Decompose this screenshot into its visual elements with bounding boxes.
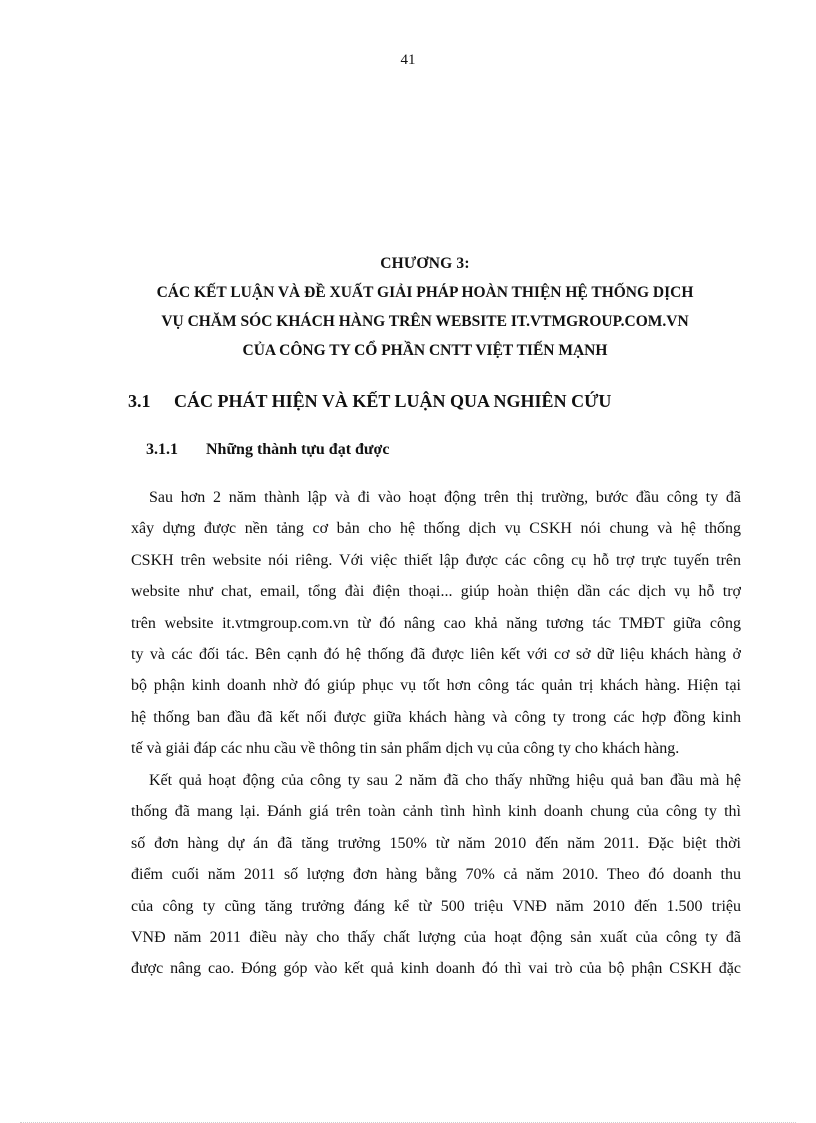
paragraph-1 [131, 482, 741, 765]
section-heading [128, 391, 611, 412]
paragraph-line: CSKH trên website nói riêng. Với việc thiết lập được các công cụ hỗ trợ trực tuyến trên [131, 551, 741, 569]
chapter-title-line: CÁC KẾT LUẬN VÀ ĐỀ XUẤT GIẢI PHÁP HOÀN THIỆN HỆ THỐNG DỊCH [156, 284, 694, 301]
paragraph-2 [131, 765, 741, 985]
chapter-label: CHƯƠNG 3: [380, 255, 470, 272]
chapter-heading [100, 250, 750, 365]
paragraph-line: tế và giải đáp các nhu cầu về thông tin sản phẩm dịch vụ của công ty cho khách hàng. [131, 740, 680, 758]
paragraph-line: điểm cuối năm 2011 số lượng đơn hàng bằng 70% cả năm 2010. Theo đó doanh thu [131, 866, 741, 884]
paragraph-line: số đơn hàng dự án đã tăng trưởng 150% từ năm 2010 đến năm 2011. Đặc biệt thời [131, 834, 741, 852]
paragraph-line: được nâng cao. Đóng góp vào kết quả kinh doanh đó thì vai trò của bộ phận CSKH đặc [131, 960, 741, 978]
paragraph-line: Sau hơn 2 năm thành lập và đi vào hoạt động trên thị trường, bước đầu công ty đã [149, 489, 741, 506]
paragraph-line: của công ty cũng tăng trưởng đáng kể từ 500 triệu VNĐ năm 2010 đến 1.500 triệu [131, 897, 741, 915]
paragraph-line: Kết quả hoạt động của công ty sau 2 năm đã cho thấy những hiệu quả ban đầu mà hệ [149, 772, 741, 789]
paragraph-line: xây dựng được nền tảng cơ bản cho hệ thống dịch vụ CSKH nói chung và hệ thống [131, 520, 741, 538]
subsection-heading [146, 441, 390, 459]
subsection-number: 3.1.1 [146, 441, 178, 458]
paragraph-line: bộ phận kinh doanh nhờ đó giúp phục vụ tốt hơn công tác quản trị khách hàng. Hiện tại [131, 677, 741, 695]
paragraph-line: ty và các đối tác. Bên cạnh đó hệ thống đã được liên kết với cơ sở dữ liệu khách hàng ở [131, 645, 741, 663]
subsection-title: Những thành tựu đạt được [206, 441, 390, 458]
paragraph-line: hệ thống ban đầu đã kết nối được giữa khách hàng và công ty trong các hợp đồng kinh [131, 708, 741, 726]
paragraph-line: VNĐ năm 2011 điều này cho thấy chất lượng của hoạt động sản xuất của công ty đã [131, 928, 741, 946]
section-title: CÁC PHÁT HIỆN VÀ KẾT LUẬN QUA NGHIÊN CỨU [174, 391, 612, 411]
chapter-title-line: VỤ CHĂM SÓC KHÁCH HÀNG TRÊN WEBSITE IT.VTMGROUP.COM.VN [161, 313, 689, 330]
section-number: 3.1 [128, 391, 151, 411]
page-number: 41 [400, 52, 416, 68]
paragraph-line: website như chat, email, tổng đài điện thoại... giúp hoàn thiện dần các dịch vụ hỗ trợ [131, 583, 741, 601]
chapter-title-line: CỦA CÔNG TY CỔ PHẦN CNTT VIỆT TIẾN MẠNH [242, 342, 608, 359]
paragraph-line: thống đã mang lại. Đánh giá trên toàn cảnh tình hình kinh doanh chung của công ty thì [131, 803, 741, 821]
paragraph-line: trên website it.vtmgroup.com.vn từ đó nâng cao khả năng tương tác TMĐT giữa công [131, 614, 741, 632]
